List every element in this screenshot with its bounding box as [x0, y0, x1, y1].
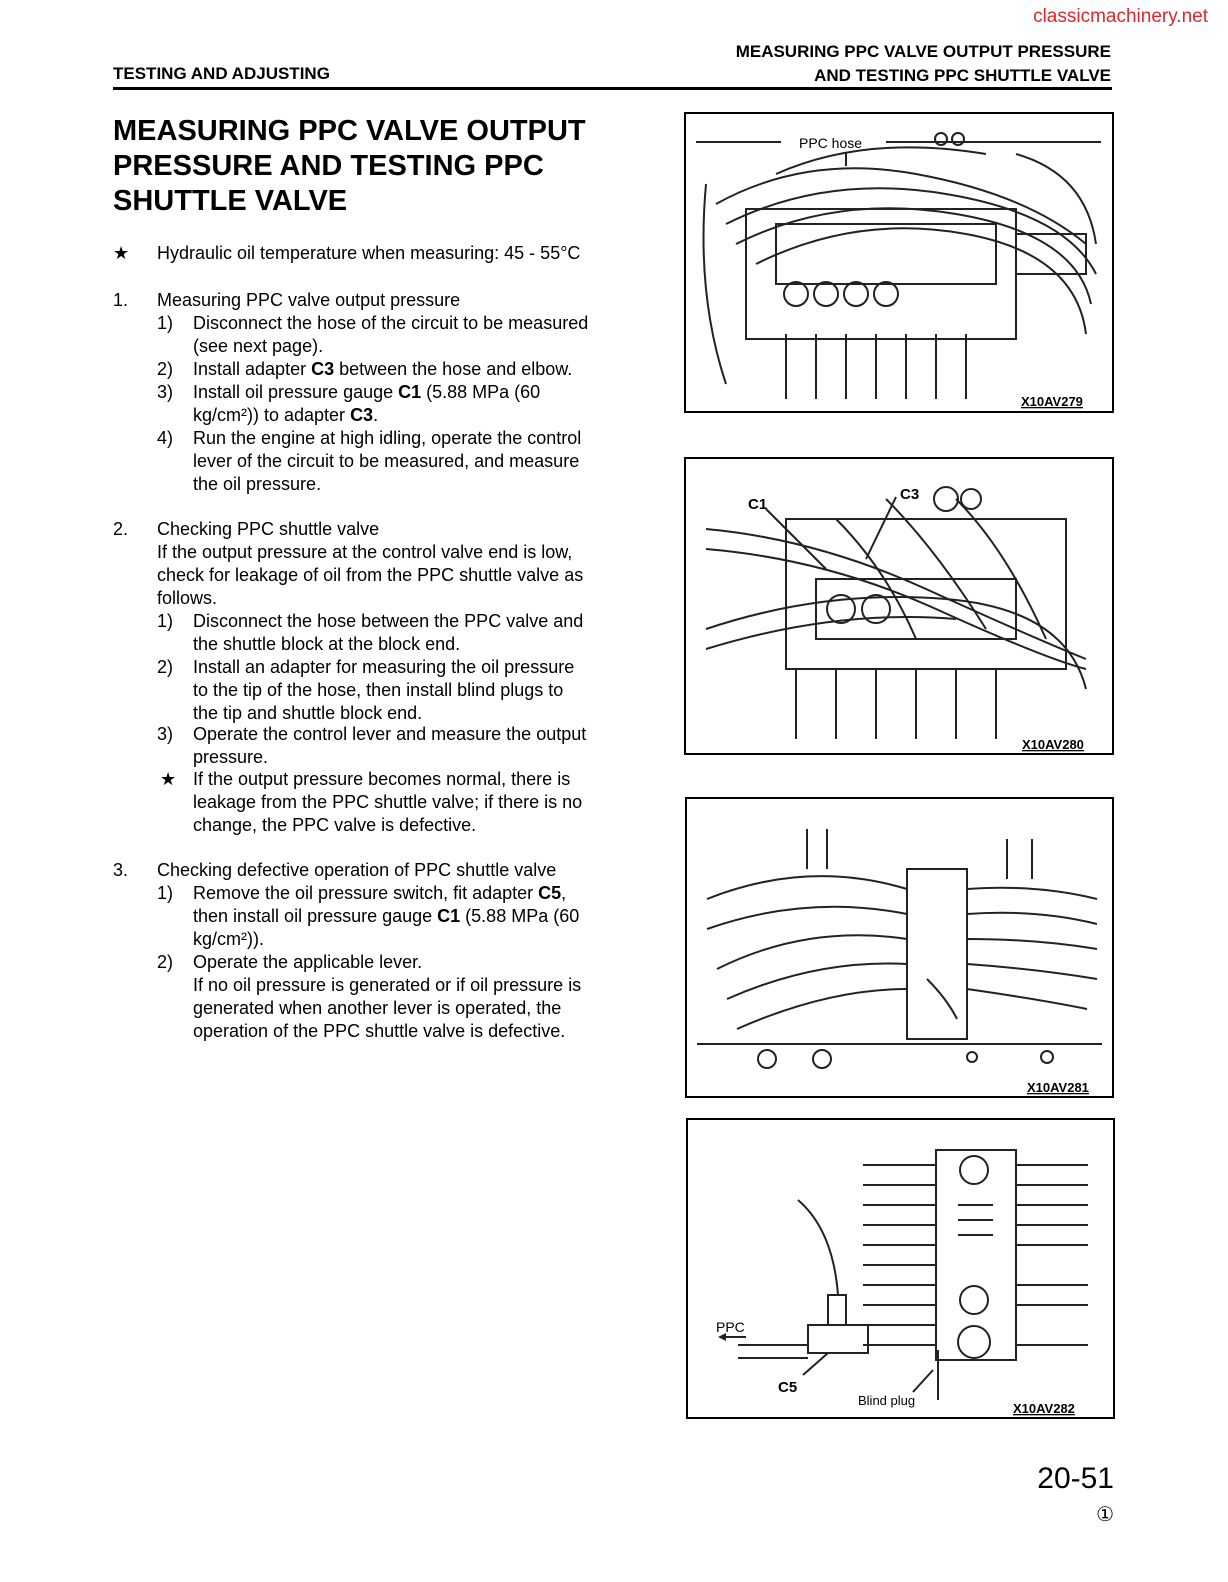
figure-blind-plug-diagram	[686, 1118, 1115, 1419]
tool-code: C5	[538, 883, 562, 903]
step-part: ,	[561, 883, 567, 903]
step-part: between the hose and elbow.	[334, 359, 573, 379]
callout-ppc: PPC	[716, 1319, 745, 1335]
step-number: 4)	[157, 428, 174, 448]
callout-c5: C5	[778, 1379, 798, 1396]
step-number: 2)	[157, 952, 174, 972]
step-part: (5.88 MPa (60	[460, 906, 580, 926]
section-header-right	[736, 40, 1111, 88]
tool-code: C1	[398, 382, 422, 402]
step-text	[193, 610, 583, 656]
step-line: If no oil pressure is generated or if oil pressure is	[193, 975, 582, 995]
step-line: leakage from the PPC shuttle valve; if there is no	[193, 792, 583, 812]
figure-illustration	[688, 1120, 1113, 1417]
page-title	[113, 114, 653, 219]
step-part: .	[373, 405, 379, 425]
header-right-line2: AND TESTING PPC SHUTTLE VALVE	[814, 66, 1111, 85]
figure-id: X10AV281	[1027, 1080, 1089, 1095]
step-line: lever of the circuit to be measured, and measure	[193, 451, 580, 471]
callout-c3: C3	[900, 486, 920, 503]
figure-id: X10AV279	[1021, 394, 1083, 409]
section-header-left: TESTING AND ADJUSTING	[113, 64, 330, 83]
step-part: then install oil pressure gauge	[193, 906, 438, 926]
star-mark: ★	[160, 769, 177, 789]
step-text	[193, 882, 579, 951]
figure-id: X10AV282	[1013, 1401, 1075, 1416]
step-line: Operate the applicable lever.	[193, 952, 423, 972]
figure-ppc-hose-photo	[684, 112, 1114, 413]
step-part: (5.88 MPa (60	[421, 382, 541, 402]
step-text	[193, 381, 540, 427]
step-line: Disconnect the hose of the circuit to be measured	[193, 313, 589, 333]
step-line: the tip and shuttle block end.	[193, 703, 423, 723]
step-line: operation of the PPC shuttle valve is defective.	[193, 1021, 566, 1041]
header-rule	[113, 87, 1112, 90]
figure-illustration	[687, 799, 1112, 1096]
section2-title: Checking PPC shuttle valve	[157, 519, 380, 539]
step-line: the shuttle block at the block end.	[193, 634, 461, 654]
step-line: Install an adapter for measuring the oil pressure	[193, 657, 575, 677]
step-number: 2)	[157, 657, 174, 677]
section1-number: 1.	[113, 290, 129, 310]
section3-title: Checking defective operation of PPC shuttle valve	[157, 860, 557, 880]
step-text	[193, 656, 574, 725]
step-line: to the tip of the hose, then install blind plugs to	[193, 680, 564, 700]
step-number: 2)	[157, 359, 174, 379]
step-text	[193, 358, 572, 381]
step-number: 3)	[157, 382, 174, 402]
callout-c1: C1	[748, 496, 768, 513]
section2-body	[157, 518, 583, 610]
section1-title: Measuring PPC valve output pressure	[157, 290, 461, 310]
step-line: the oil pressure.	[193, 474, 322, 494]
note-text: Hydraulic oil temperature when measuring: 45 - 55°C	[157, 243, 581, 263]
section3-number: 3.	[113, 860, 129, 880]
step-number: 3)	[157, 724, 174, 744]
note-star: ★	[113, 243, 130, 263]
step-line: pressure.	[193, 747, 269, 767]
step-part: kg/cm²)) to adapter	[193, 405, 351, 425]
revision-mark: ①	[1096, 1504, 1114, 1526]
tool-code: C3	[350, 405, 374, 425]
step-line: (see next page).	[193, 336, 324, 356]
header-right-line1: MEASURING PPC VALVE OUTPUT PRESSURE	[735, 42, 1111, 61]
figure-id: X10AV280	[1022, 737, 1084, 752]
figure-shuttle-block-photo	[685, 797, 1114, 1098]
step-line: change, the PPC valve is defective.	[193, 815, 477, 835]
page-number: 20-51	[1037, 1462, 1114, 1495]
step-text	[193, 312, 588, 358]
figure-illustration	[686, 459, 1112, 753]
intro-line: If the output pressure at the control valve end is low,	[157, 542, 573, 562]
tool-code: C3	[311, 359, 335, 379]
figure-illustration	[686, 114, 1112, 411]
step-line: If the output pressure becomes normal, there is	[193, 769, 571, 789]
watermark-text: classicmachinery.net	[1033, 6, 1208, 27]
step-text	[193, 723, 586, 769]
step-line: Operate the control lever and measure the output	[193, 724, 587, 744]
step-number: 1)	[157, 883, 174, 903]
intro-line: follows.	[157, 588, 218, 608]
title-line: SHUTTLE VALVE	[113, 185, 348, 217]
step-line: generated when another lever is operated, the	[193, 998, 562, 1018]
step-line: Disconnect the hose between the PPC valve and	[193, 611, 584, 631]
step-part: Install oil pressure gauge	[193, 382, 399, 402]
figure-adapter-c3-photo	[684, 457, 1114, 755]
step-text	[193, 951, 581, 1043]
tool-code: C1	[437, 906, 461, 926]
title-line: MEASURING PPC VALVE OUTPUT	[113, 115, 586, 147]
intro-line: check for leakage of oil from the PPC shuttle valve as	[157, 565, 584, 585]
step-line: Run the engine at high idling, operate the control	[193, 428, 582, 448]
step-part: Install adapter	[193, 359, 312, 379]
step-part: Remove the oil pressure switch, fit adapter	[193, 883, 539, 903]
callout-blind-plug: Blind plug	[858, 1393, 916, 1408]
section2-number: 2.	[113, 519, 129, 539]
step-number: 1)	[157, 313, 174, 333]
callout-ppc-hose: PPC hose	[799, 135, 863, 151]
title-line: PRESSURE AND TESTING PPC	[113, 150, 544, 182]
step-text	[193, 768, 582, 837]
step-number: 1)	[157, 611, 174, 631]
step-text	[193, 427, 581, 496]
step-line: kg/cm²)).	[193, 929, 264, 949]
